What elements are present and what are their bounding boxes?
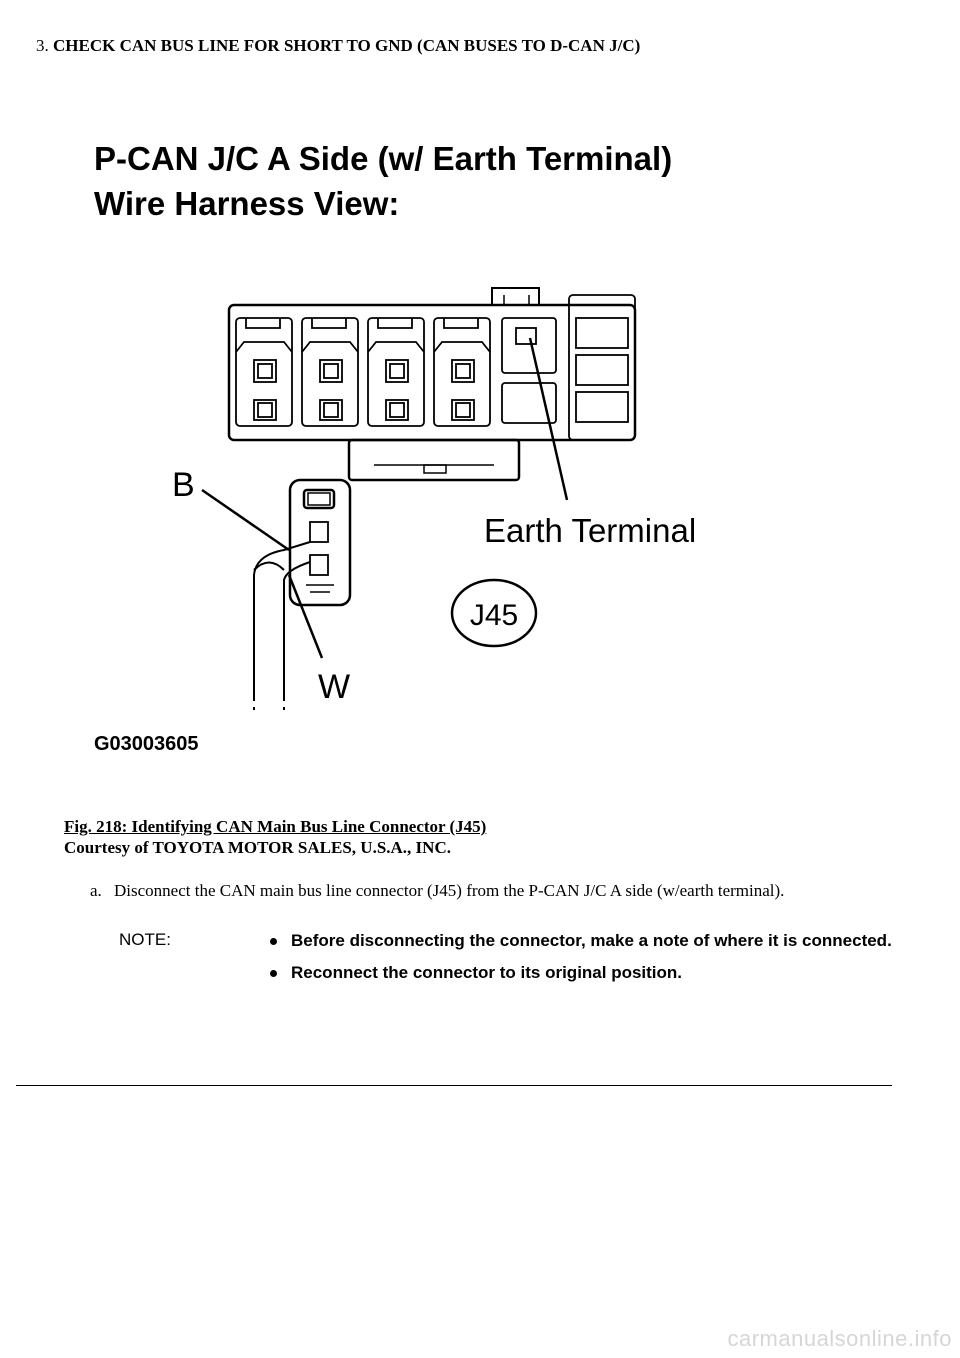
step-heading [36,36,640,56]
jc-cavities [236,295,635,440]
bullet-icon [270,970,277,977]
jc-connector-body [229,288,635,480]
connector-diagram-svg [84,130,784,760]
w-wire-leader [289,575,322,658]
note-item [270,930,910,952]
label-b: B [172,466,195,504]
bullet-icon [270,938,277,945]
section-divider [16,1085,892,1086]
connector-id: J45 [469,599,519,632]
label-w: W [318,668,351,706]
b-wire-leader [202,490,289,550]
step-title: CHECK CAN BUS LINE FOR SHORT TO GND (CAN BUSES TO D-CAN J/C) [53,36,641,55]
wire-harness [254,542,310,710]
note-list [270,930,910,994]
note-label: NOTE: [119,930,171,949]
j45-plug [290,480,350,605]
figure-courtesy: Courtesy of TOYOTA MOTOR SALES, U.S.A., INC. [64,838,451,857]
instruction-text: Disconnect the CAN main bus line connector (J45) from the P-CAN J/C A side (w/earth terminal). [114,881,785,900]
figure-heading-line2: Wire Harness View: [94,185,400,222]
earth-terminal-leader [530,338,567,500]
note-item [270,962,910,984]
figure-caption: Fig. 218: Identifying CAN Main Bus Line Connector (J45) [64,817,487,836]
note-item-text: Before disconnecting the connector, make a note of where it is connected. [291,931,892,950]
step-number: 3. [36,36,49,55]
watermark: carmanualsonline.info [727,1326,952,1351]
graphic-code: G03003605 [94,733,199,755]
figure-heading-line1: P-CAN J/C A Side (w/ Earth Terminal) [94,140,673,177]
connector-figure [84,130,784,760]
instruction-marker: a. [90,881,102,900]
instruction-a [90,881,784,901]
label-earth-terminal: Earth Terminal [484,512,697,549]
note-item-text: Reconnect the connector to its original position. [291,963,683,982]
